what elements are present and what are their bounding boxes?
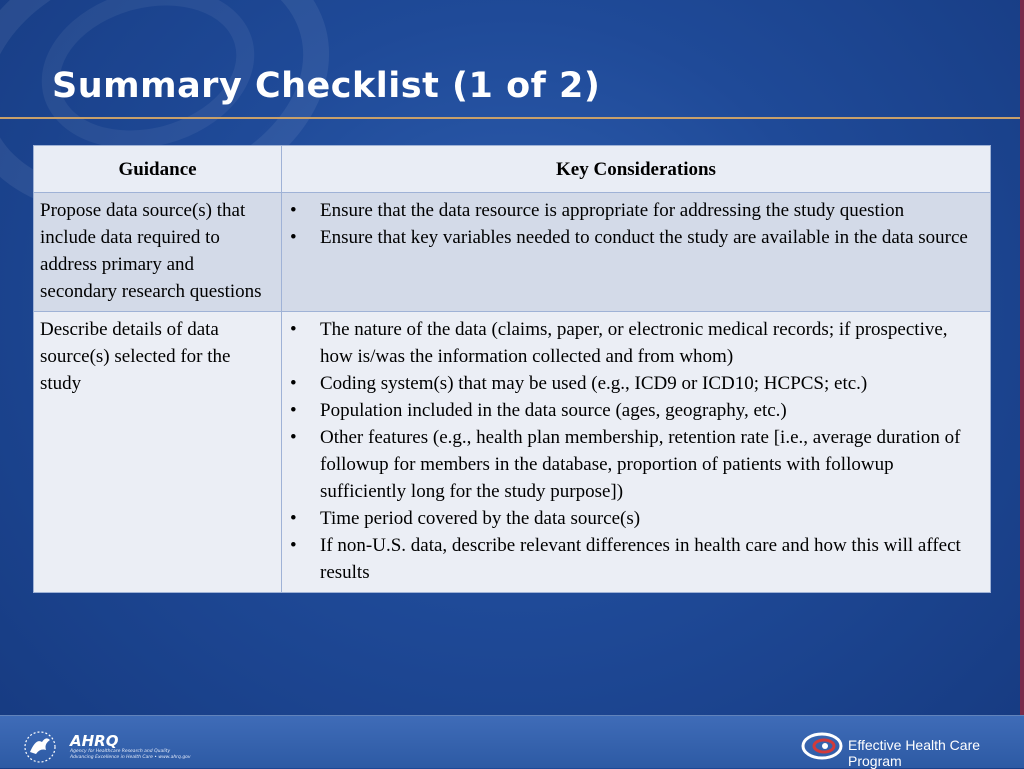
slide-title: Summary Checklist (1 of 2) — [52, 66, 601, 106]
table-row — [34, 312, 991, 593]
hhs-eagle-icon — [20, 730, 60, 764]
ahrq-tagline-line1: Agency for Healthcare Research and Quality — [70, 749, 171, 754]
considerations-cell — [282, 193, 991, 312]
guidance-cell: Describe details of data source(s) selected for the study — [34, 312, 282, 593]
list-item: • The nature of the data (claims, paper, or electronic medical records; if prospective, how is/was the information collected and from whom) — [288, 316, 984, 370]
list-item: • If non-U.S. data, describe relevant differences in health care and how this will affect results — [288, 532, 984, 586]
list-item: • Population included in the data source (ages, geography, etc.) — [288, 397, 984, 424]
header-key-considerations: Key Considerations — [282, 146, 991, 193]
program-name: Effective Health Care Program — [848, 737, 981, 769]
ahrq-tagline-line2: Advancing Excellence in Health Care • www.ahrq.gov — [70, 755, 191, 760]
right-edge-bar — [1020, 0, 1024, 768]
title-divider — [0, 117, 1020, 119]
header-guidance: Guidance — [34, 146, 282, 193]
table-header-row — [34, 146, 991, 193]
considerations-list — [288, 197, 984, 251]
table-row — [34, 193, 991, 312]
considerations-cell — [282, 312, 991, 593]
ahrq-logo: AHRQ — [70, 732, 119, 750]
list-item: • Other features (e.g., health plan membership, retention rate [i.e., average duration of followup for members in the database, proportion of patients with followup sufficiently long for the study purpose]) — [288, 424, 984, 505]
considerations-list — [288, 316, 984, 586]
list-item: • Ensure that the data resource is appropriate for addressing the study question — [288, 197, 984, 224]
list-item: • Time period covered by the data source(s) — [288, 505, 984, 532]
ahrq-tagline — [70, 749, 191, 761]
ehc-swirl-icon — [800, 729, 844, 763]
guidance-cell: Propose data source(s) that include data required to address primary and secondary research questions — [34, 193, 282, 312]
list-item: • Ensure that key variables needed to conduct the study are available in the data source — [288, 224, 984, 251]
list-item: • Coding system(s) that may be used (e.g., ICD9 or ICD10; HCPCS; etc.) — [288, 370, 984, 397]
checklist-table — [33, 145, 991, 593]
